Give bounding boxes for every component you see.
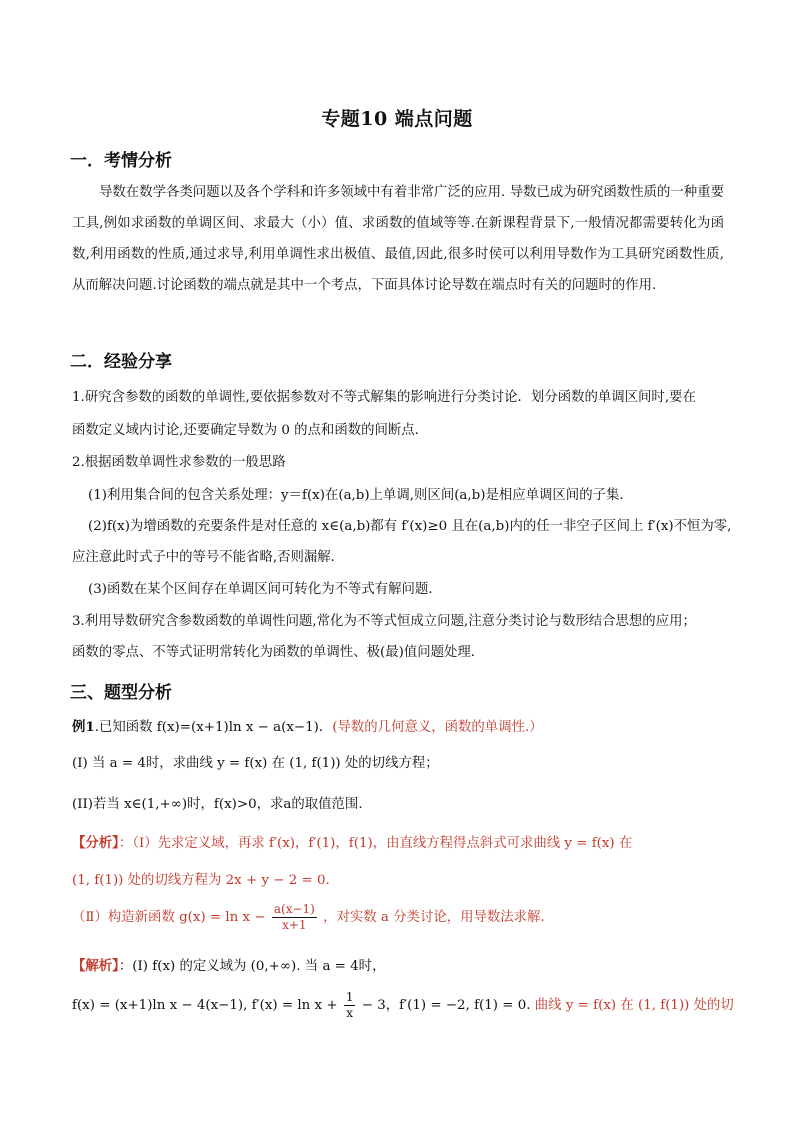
experience-item-2-2-line1: (2)f(x)为增函数的充要条件是对任意的 x∈(a,b)都有 f′(x)≥0 且在(a,b)内的任一非空子区间上 f′(x)不恒为零, [88,519,732,534]
experience-item-1-line1: 1.研究含参数的函数的单调性,要依据参数对不等式解集的影响进行分类讨论．划分函数的单调区间时,要在 [72,390,696,405]
solution-fraction [344,990,356,1021]
analysis-text-1: ：（Ⅰ）先求定义域，再求 f′(x)，f′(1)，f(1)，由直线方程得点斜式可求曲线 y = f(x) 在 [118,836,633,851]
experience-item-3-line2: 函数的零点、不等式证明常转化为函数的单调性、极(最)值问题处理． [72,645,485,660]
example-label: 例1 [72,719,95,735]
experience-item-2-3: (3)函数在某个区间存在单调区间可转化为不等式有解问题． [88,582,442,597]
analysis-line-1 [72,832,632,851]
analysis-fraction [272,902,317,933]
fraction-denominator: x+1 [282,918,307,932]
analysis-line-3 [72,902,545,933]
solution-line-1 [72,955,385,974]
section-heading-1: 一．考情分析 [70,151,172,171]
solution-text-1: ：(I) f(x) 的定义域为 (0,+∞). 当 a = 4时， [118,959,386,974]
experience-item-2-2-line2: 应注意此时式子中的等号不能省略,否则漏解． [72,550,345,565]
example-1-statement [72,716,543,735]
example-text: .已知函数 f(x)=(x+1)ln x − a(x−1)． [94,720,333,735]
solution-text-2-pre: f(x) = (x+1)ln x − 4(x−1), f′(x) = ln x + [72,998,338,1013]
solution-line-2 [72,990,734,1021]
section-heading-2: 二．经验分享 [70,352,172,372]
section1-paragraph: 导数在数学各类问题以及各个学科和许多领域中有着非常广泛的应用. 导数已成为研究函数性质的一种重要工具,例如求函数的单调区间、求最大（小）值、求函数的值域等等.在新课程背景下,一般情况都需要转化为函数,利用函数的性质,通过求导,利用单调性求出极值、最值,因此,很多时侯可以利用导数作为工具研究函数性质,从而解决问题.讨论函数的端点就是其中一个考点，下面具体讨论导数在端点时有关的问题时的作用. [72,185,724,293]
analysis-label: 【分析】 [72,835,119,851]
section-heading-3: 三、题型分析 [70,683,172,703]
experience-item-3-line1: 3.利用导数研究含参数函数的单调性问题,常化为不等式恒成立问题,注意分类讨论与数形结合思想的应用； [72,614,696,629]
experience-item-2: 2.根据函数单调性求参数的一般思路 [72,455,286,470]
experience-item-1-line2: 函数定义域内讨论,还要确定导数为 0 的点和函数的间断点． [72,423,429,438]
page-title: 专题10 端点问题 [321,108,473,130]
example-note: (导数的几何意义，函数的单调性.） [332,720,543,735]
analysis-line-2: (1, f(1)) 处的切线方程为 2x + y − 2 = 0. [72,873,330,888]
experience-item-2-1: (1)利用集合间的包含关系处理：y＝f(x)在(a,b)上单调,则区间(a,b)是相应单调区间的子集． [88,488,633,503]
analysis-text-3-post: ，对实数 a 分类讨论，用导数法求解. [323,910,545,925]
fraction-numerator: a(x−1) [273,902,315,916]
solution-text-2-mid: − 3，f′(1) = −2, f(1) = 0. [361,998,531,1013]
question-1: (I) 当 a = 4时，求曲线 y = f(x) 在 (1, f(1)) 处的切线方程； [72,756,439,771]
solution-text-2-post: 曲线 y = f(x) 在 (1, f(1)) 处的切 [534,998,734,1013]
analysis-text-3-pre: （Ⅱ）构造新函数 g(x) = ln x − [72,910,266,925]
fraction-numerator: 1 [345,990,354,1004]
fraction-denominator: x [346,1006,354,1020]
solution-label: 【解析】 [72,958,119,974]
question-2: (II)若当 x∈(1,+∞)时，f(x)>0，求a的取值范围. [72,797,363,812]
